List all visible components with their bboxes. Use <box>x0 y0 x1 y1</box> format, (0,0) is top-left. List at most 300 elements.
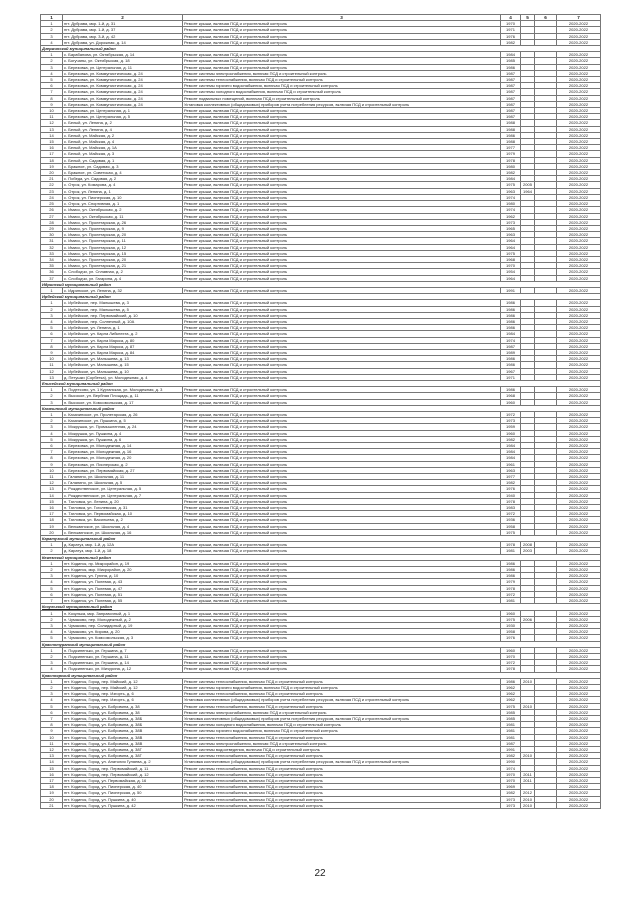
planned-period: 2020-2022 <box>557 424 601 430</box>
planned-period: 2020-2022 <box>557 114 601 120</box>
row-number: 19 <box>41 523 63 529</box>
year-built: 1987 <box>501 740 521 746</box>
work-type: Ремонт крыши, включая ПСД и строительный контроль <box>183 610 501 616</box>
row-number: 13 <box>41 374 63 380</box>
planned-period: 2020-2022 <box>557 598 601 604</box>
row-number: 17 <box>41 511 63 517</box>
address: с. Березовка, ул. Пионерская, д. 2 <box>63 461 183 467</box>
planned-period: 2020-2022 <box>557 796 601 802</box>
year-built: 1981 <box>501 722 521 728</box>
row-number: 4 <box>41 579 63 585</box>
row-number: 1 <box>41 300 63 306</box>
address: с. Рождественское, ул. Центральная, д. 5 <box>63 486 183 492</box>
year-renovated: 2006 <box>521 616 535 622</box>
work-type: Ремонт системы водоотведения, включая ПСД и строительный контроль <box>183 746 501 752</box>
year-built: 1963 <box>501 232 521 238</box>
planned-period: 2020-2022 <box>557 653 601 659</box>
work-type: Ремонт крыши, включая ПСД и строительный контроль <box>183 139 501 145</box>
capital-repair-table <box>40 14 601 809</box>
row-number: 31 <box>41 238 63 244</box>
year-renovated: 2011 <box>521 771 535 777</box>
row-number: 20 <box>41 796 63 802</box>
year-built: 1986 <box>501 312 521 318</box>
address: пгт. Кодинск, Город, ул. Бобровина, д. 38В <box>63 740 183 746</box>
year-built: 1984 <box>501 455 521 461</box>
year-built: 1984 <box>501 443 521 449</box>
planned-period: 2020-2022 <box>557 467 601 473</box>
row-number: 7 <box>41 598 63 604</box>
row-number: 29 <box>41 225 63 231</box>
year-built: 1976 <box>501 486 521 492</box>
planned-period: 2020-2022 <box>557 337 601 343</box>
year-built: 1984 <box>501 176 521 182</box>
work-type: Ремонт крыши, включая ПСД и строительный контроль <box>183 33 501 39</box>
planned-period: 2020-2022 <box>557 356 601 362</box>
planned-period: 2020-2022 <box>557 368 601 374</box>
row-number: 7 <box>41 337 63 343</box>
row-number: 15 <box>41 139 63 145</box>
planned-period: 2020-2022 <box>557 740 601 746</box>
row-number: 14 <box>41 132 63 138</box>
year-built: 1986 <box>501 678 521 684</box>
work-type: Ремонт крыши, включая ПСД и строительный контроль <box>183 666 501 672</box>
address: с. Белый, ул. Майская, д. 3 <box>63 151 183 157</box>
row-number: 10 <box>41 108 63 114</box>
planned-period: 2020-2022 <box>557 132 601 138</box>
year-renovated: 1964 <box>521 188 535 194</box>
planned-period: 2020-2022 <box>557 430 601 436</box>
row-number: 12 <box>41 120 63 126</box>
row-number: 18 <box>41 784 63 790</box>
year-built: 1985 <box>501 58 521 64</box>
year-built: 1974 <box>501 765 521 771</box>
work-type: Ремонт крыши, включая ПСД и строительный контроль <box>183 39 501 45</box>
row-number: 4 <box>41 697 63 703</box>
year-built: 1982 <box>501 39 521 45</box>
row-number: 10 <box>41 467 63 473</box>
address: с. Слободчи, ул. Сплавная, д. 2 <box>63 269 183 275</box>
work-type: Ремонт крыши, включая ПСД и строительный контроль <box>183 486 501 492</box>
work-type: Ремонт крыши, включая ПСД и строительный контроль <box>183 560 501 566</box>
year-built: 1973 <box>501 796 521 802</box>
row-number: 2 <box>41 58 63 64</box>
year-built: 1965 <box>501 225 521 231</box>
address: пгт. Дубрава, мкр. 1-й, д. 37 <box>63 27 183 33</box>
header-col-6: 6 <box>535 15 557 21</box>
work-type: Ремонт крыши, включая ПСД и строительный контроль <box>183 399 501 405</box>
row-number: 26 <box>41 207 63 213</box>
row-number: 6 <box>41 83 63 89</box>
work-type: Ремонт крыши, включая ПСД и строительный контроль <box>183 430 501 436</box>
address: пгт. Кодинск, Город, ул. Бобровина, д. 38В <box>63 734 183 740</box>
year-renovated: 2010 <box>521 796 535 802</box>
planned-period: 2020-2022 <box>557 443 601 449</box>
row-number: 8 <box>41 455 63 461</box>
section-title: Каратузский муниципальный район <box>41 536 601 542</box>
address: с. Бражное, ул. Садовая, д. 3 <box>63 163 183 169</box>
planned-period: 2020-2022 <box>557 145 601 151</box>
planned-period: 2020-2022 <box>557 591 601 597</box>
section-title: Идринский муниципальный район <box>41 281 601 287</box>
row-number: 9 <box>41 461 63 467</box>
row-number: 21 <box>41 176 63 182</box>
row-number: 6 <box>41 331 63 337</box>
year-built: 1985 <box>501 709 521 715</box>
row-number: 8 <box>41 343 63 349</box>
address: п. Подсиненько, ул. Мичурина, д. 12 <box>63 666 183 672</box>
planned-period: 2020-2022 <box>557 511 601 517</box>
address: с. Ирбейское, ул. Карла Маркса, д. 84 <box>63 349 183 355</box>
work-type: Ремонт системы теплоснабжения, включая ПСД и строительный контроль <box>183 777 501 783</box>
planned-period: 2020-2022 <box>557 474 601 480</box>
address: пгт. Кодинск, Город, ул. Бобровина, д. 38Г <box>63 746 183 752</box>
year-built: 1987 <box>501 77 521 83</box>
planned-period: 2020-2022 <box>557 263 601 269</box>
year-built: 1987 <box>501 101 521 107</box>
work-type: Ремонт крыши, включая ПСД и строительный контроль <box>183 629 501 635</box>
planned-period: 2020-2022 <box>557 765 601 771</box>
work-type: Ремонт крыши, включая ПСД и строительный контроль <box>183 163 501 169</box>
row-number: 1 <box>41 560 63 566</box>
address: пгт. Кодинск, Город, пер. Изгорть, д. 6 <box>63 697 183 703</box>
year-built: 1981 <box>501 734 521 740</box>
work-type: Ремонт крыши, включая ПСД и строительный контроль <box>183 436 501 442</box>
work-type: Ремонт крыши, включая ПСД и строительный контроль <box>183 660 501 666</box>
row-number: 9 <box>41 349 63 355</box>
year-built: 1972 <box>501 591 521 597</box>
year-built: 1972 <box>501 511 521 517</box>
work-type: Установка коллективных (общедомовых) приборов учета потребления ресурсов, включая ПСД и строительный контроль <box>183 101 501 107</box>
planned-period: 2020-2022 <box>557 387 601 393</box>
work-type: Ремонт крыши, включая ПСД и строительный контроль <box>183 250 501 256</box>
work-type: Ремонт крыши, включая ПСД и строительный контроль <box>183 207 501 213</box>
work-type: Ремонт системы теплоснабжения, включая ПСД и строительный контроль <box>183 790 501 796</box>
row-number: 3 <box>41 312 63 318</box>
row-number: 18 <box>41 517 63 523</box>
planned-period: 2020-2022 <box>557 188 601 194</box>
year-built: 1969 <box>501 784 521 790</box>
work-type: Ремонт системы горячего водоснабжения, включая ПСД и строительный контроль <box>183 684 501 690</box>
work-type: Ремонт крыши, включая ПСД и строительный контроль <box>183 591 501 597</box>
planned-period: 2020-2022 <box>557 436 601 442</box>
work-type: Ремонт крыши, включая ПСД и строительный контроль <box>183 108 501 114</box>
work-type: Ремонт крыши, включая ПСД и строительный контроль <box>183 58 501 64</box>
row-number: 24 <box>41 194 63 200</box>
planned-period: 2020-2022 <box>557 722 601 728</box>
row-number: 5 <box>41 325 63 331</box>
planned-period: 2020-2022 <box>557 771 601 777</box>
planned-period: 2020-2022 <box>557 486 601 492</box>
address: с. Белый, ул. Садовая, д. 1 <box>63 157 183 163</box>
row-number: 2 <box>41 393 63 399</box>
row-number: 11 <box>41 474 63 480</box>
row-number: 35 <box>41 263 63 269</box>
planned-period: 2020-2022 <box>557 120 601 126</box>
address: с. Ирбейское, ул. Малышева, д. 10 <box>63 368 183 374</box>
header-col-1: 1 <box>41 15 63 21</box>
address: пгт. Кодинск, Город, ул. Бобровина, д. 38 <box>63 703 183 709</box>
planned-period: 2020-2022 <box>557 170 601 176</box>
year-built: 1984 <box>501 52 521 58</box>
work-type: Ремонт крыши, включая ПСД и строительный контроль <box>183 622 501 628</box>
year-built: 1980 <box>501 163 521 169</box>
year-built: 1976 <box>501 635 521 641</box>
planned-period: 2020-2022 <box>557 343 601 349</box>
address: с. Березовка, ул. Центральная, д. 1 <box>63 108 183 114</box>
address: п. Подсиненько, ул. Гершина, д. 11 <box>63 653 183 659</box>
year-built: 1962 <box>501 697 521 703</box>
year-built: 1977 <box>501 145 521 151</box>
work-type: Ремонт системы теплоснабжения, включая ПСД и строительный контроль <box>183 753 501 759</box>
row-number: 22 <box>41 182 63 188</box>
planned-period: 2020-2022 <box>557 728 601 734</box>
row-number: 11 <box>41 362 63 368</box>
year-built: 1987 <box>501 95 521 101</box>
address: с. Богучаны, ул. Октябрьская, д. 18 <box>63 58 183 64</box>
work-type: Ремонт крыши, включая ПСД и строительный контроль <box>183 126 501 132</box>
row-number: 13 <box>41 126 63 132</box>
year-built: 1971 <box>501 27 521 33</box>
work-type: Ремонт крыши, включая ПСД и строительный контроль <box>183 647 501 653</box>
address: с. Имисс, ул. Пролетарская, д. 26 <box>63 219 183 225</box>
planned-period: 2020-2022 <box>557 455 601 461</box>
year-built: 1971 <box>501 374 521 380</box>
address: д. Петушки (Сорбетка), ул. Молодежная, д. 4 <box>63 374 183 380</box>
planned-period: 2020-2022 <box>557 492 601 498</box>
row-number: 11 <box>41 740 63 746</box>
address: пгт. Кодинск, Город, пер. Первомайский, д. 12 <box>63 771 183 777</box>
table-body <box>41 21 601 809</box>
address: пгт. Кодинск, ул. Полевая, д. 55 <box>63 598 183 604</box>
planned-period: 2020-2022 <box>557 399 601 405</box>
planned-period: 2020-2022 <box>557 610 601 616</box>
address: с. Белый, ул. Ленина, д. 4 <box>63 126 183 132</box>
year-built: 1986 <box>501 573 521 579</box>
work-type: Установка коллективных (общедомовых) приборов учета потребления ресурсов, включая ПСД и строительный контроль <box>183 759 501 765</box>
planned-period: 2020-2022 <box>557 647 601 653</box>
year-built: 1960 <box>501 610 521 616</box>
year-built: 1936 <box>501 517 521 523</box>
row-number: 28 <box>41 219 63 225</box>
work-type: Ремонт системы теплоснабжения, включая ПСД и строительный контроль <box>183 77 501 83</box>
work-type: Ремонт крыши, включая ПСД и строительный контроль <box>183 21 501 27</box>
work-type: Ремонт крыши, включая ПСД и строительный контроль <box>183 542 501 548</box>
address: пгт. Кодинск, Город, ул. Бобровина, д. 38 <box>63 709 183 715</box>
planned-period: 2020-2022 <box>557 225 601 231</box>
row-number: 12 <box>41 746 63 752</box>
year-built: 1987 <box>501 83 521 89</box>
work-type: Ремонт крыши, включая ПСД и строительный контроль <box>183 145 501 151</box>
work-type: Ремонт крыши, включая ПСД и строительный контроль <box>183 474 501 480</box>
work-type: Ремонт крыши, включая ПСД и строительный контроль <box>183 132 501 138</box>
planned-period: 2020-2022 <box>557 709 601 715</box>
year-built: 1960 <box>501 647 521 653</box>
section-title: Козульский муниципальный район <box>41 604 601 610</box>
year-renovated: 2008 <box>521 542 535 548</box>
address: с. Мокрушка, ул. Промышленная, д. 24 <box>63 424 183 430</box>
year-built: 1986 <box>501 64 521 70</box>
address: пгт. Кодинск, Город, пер. Майский, д. 12 <box>63 684 183 690</box>
work-type: Ремонт системы теплоснабжения, включая ПСД и строительный контроль <box>183 734 501 740</box>
address: с. Рождественское, ул. Центральная, д. 7 <box>63 492 183 498</box>
work-type: Ремонт системы горячего водоснабжения, включая ПСД и строительный контроль <box>183 83 501 89</box>
year-built: 1972 <box>501 660 521 666</box>
year-built: 1987 <box>501 343 521 349</box>
address: пгт. Кодинск, Город, ул. Бобровина, д. 38Б <box>63 722 183 728</box>
year-built: 1960 <box>501 430 521 436</box>
row-number: 16 <box>41 145 63 151</box>
work-type: Ремонт подвальных помещений, включая ПСД и строительный контроль <box>183 95 501 101</box>
address: с. Отрок, ул. Спортивная, д. 1 <box>63 201 183 207</box>
address: с. Березовка, ул. Коммунистическая, д. 24 <box>63 83 183 89</box>
work-type: Ремонт крыши, включая ПСД и строительный контроль <box>183 219 501 225</box>
address: с. Имисс, ул. Октябрьская, д. 2 <box>63 207 183 213</box>
year-built: 1983 <box>501 505 521 511</box>
planned-period: 2020-2022 <box>557 275 601 281</box>
year-built: 1970 <box>501 777 521 783</box>
work-type: Ремонт крыши, включая ПСД и строительный контроль <box>183 517 501 523</box>
row-number: 8 <box>41 722 63 728</box>
year-renovated: 2005 <box>521 182 535 188</box>
year-built: 1981 <box>501 728 521 734</box>
row-number: 1 <box>41 678 63 684</box>
year-built: 1970 <box>501 21 521 27</box>
row-number: 15 <box>41 765 63 771</box>
address: с. Галанино, ул. Школьная, д. 5 <box>63 480 183 486</box>
row-number: 27 <box>41 213 63 219</box>
planned-period: 2020-2022 <box>557 27 601 33</box>
work-type: Ремонт системы теплоснабжения, включая ПСД и строительный контроль <box>183 784 501 790</box>
year-built: 1984 <box>501 331 521 337</box>
row-number: 10 <box>41 356 63 362</box>
year-built: 1962 <box>501 691 521 697</box>
planned-period: 2020-2022 <box>557 412 601 418</box>
work-type: Ремонт крыши, включая ПСД и строительный контроль <box>183 300 501 306</box>
work-type: Ремонт крыши, включая ПСД и строительный контроль <box>183 653 501 659</box>
row-number: 30 <box>41 232 63 238</box>
planned-period: 2020-2022 <box>557 201 601 207</box>
year-built: 1968 <box>501 256 521 262</box>
address: с. Березовка, ул. Молодежная, д. 20 <box>63 455 183 461</box>
address: пгт. Кодинск, Город, пер. Первомайский, д. 11 <box>63 765 183 771</box>
address: с. Имисс, ул. Пролетарская, д. 11 <box>63 238 183 244</box>
address: с. Имисс, ул. Пролетарская, д. 15 <box>63 250 183 256</box>
row-number: 1 <box>41 21 63 27</box>
work-type: Ремонт крыши, включая ПСД и строительный контроль <box>183 337 501 343</box>
work-type: Ремонт крыши, включая ПСД и строительный контроль <box>183 176 501 182</box>
planned-period: 2020-2022 <box>557 139 601 145</box>
year-built: 1981 <box>501 598 521 604</box>
work-type: Ремонт крыши, включая ПСД и строительный контроль <box>183 585 501 591</box>
work-type: Ремонт крыши, включая ПСД и строительный контроль <box>183 498 501 504</box>
year-built: 1987 <box>501 108 521 114</box>
planned-period: 2020-2022 <box>557 684 601 690</box>
work-type: Ремонт крыши, включая ПСД и строительный контроль <box>183 579 501 585</box>
work-type: Ремонт крыши, включая ПСД и строительный контроль <box>183 170 501 176</box>
planned-period: 2020-2022 <box>557 108 601 114</box>
row-number: 1 <box>41 542 63 548</box>
address: с. Белый, ул. Майская, д. 2 <box>63 132 183 138</box>
address: с. Мокрушка, ул. Пушкина, д. 4 <box>63 430 183 436</box>
work-type: Ремонт крыши, включая ПСД и строительный контроль <box>183 548 501 554</box>
row-number: 4 <box>41 318 63 324</box>
work-type: Ремонт крыши, включая ПСД и строительный контроль <box>183 616 501 622</box>
row-number: 12 <box>41 368 63 374</box>
year-built: 1940 <box>501 492 521 498</box>
address: п. Тагловка, ул. Гоголевская, д. 31 <box>63 505 183 511</box>
work-type: Ремонт крыши, включая ПСД и строительный контроль <box>183 269 501 275</box>
year-built: 1963 <box>501 467 521 473</box>
year-built: 1970 <box>501 263 521 269</box>
work-type: Ремонт крыши, включая ПСД и строительный контроль <box>183 225 501 231</box>
row-number: 1 <box>41 412 63 418</box>
address: д. Каратуз, мкр. 1-й, д. 18 <box>63 548 183 554</box>
address: с. Имисс, ул. Октябрьская, д. 11 <box>63 213 183 219</box>
year-built: 1978 <box>501 498 521 504</box>
section-title: Ирбейский муниципальный район <box>41 294 601 300</box>
year-built: 1961 <box>501 461 521 467</box>
planned-period: 2020-2022 <box>557 573 601 579</box>
work-type: Ремонт системы теплоснабжения, включая ПСД и строительный контроль <box>183 691 501 697</box>
header-col-4: 4 <box>501 15 521 21</box>
planned-period: 2020-2022 <box>557 585 601 591</box>
work-type: Ремонт системы теплоснабжения, включая ПСД и строительный контроль <box>183 678 501 684</box>
planned-period: 2020-2022 <box>557 182 601 188</box>
work-type: Ремонт крыши, включая ПСД и строительный контроль <box>183 443 501 449</box>
address: с. Бражное, ул. Советская, д. 4 <box>63 170 183 176</box>
year-built: 1980 <box>501 201 521 207</box>
work-type: Ремонт крыши, включая ПСД и строительный контроль <box>183 157 501 163</box>
address: п. Высокое, ул. Комсомольская, д. 17 <box>63 399 183 405</box>
address: пгт. Кодинск, мкр. Микрорайон, д. 20 <box>63 567 183 573</box>
planned-period: 2020-2022 <box>557 349 601 355</box>
row-number: 16 <box>41 771 63 777</box>
row-number: 2 <box>41 27 63 33</box>
address: п. Подтесово, ул. 1 Курганская, ул. Молодежная, д. 3 <box>63 387 183 393</box>
year-built: 1988 <box>501 139 521 145</box>
address: с. Березовка, ул. Коммунистическая, д. 24 <box>63 89 183 95</box>
planned-period: 2020-2022 <box>557 77 601 83</box>
year-built: 1982 <box>501 436 521 442</box>
planned-period: 2020-2022 <box>557 213 601 219</box>
planned-period: 2020-2022 <box>557 238 601 244</box>
work-type: Ремонт крыши, включая ПСД и строительный контроль <box>183 362 501 368</box>
planned-period: 2020-2022 <box>557 666 601 672</box>
year-built: 1981 <box>501 548 521 554</box>
planned-period: 2020-2022 <box>557 244 601 250</box>
row-number: 23 <box>41 188 63 194</box>
planned-period: 2020-2022 <box>557 579 601 585</box>
planned-period: 2020-2022 <box>557 548 601 554</box>
address: с. Отрок, ул. Пионерская, д. 10 <box>63 194 183 200</box>
address: п. Подсиненько, ул. Гершина, д. 7 <box>63 647 183 653</box>
work-type: Ремонт крыши, включая ПСД и строительный контроль <box>183 114 501 120</box>
row-number: 15 <box>41 498 63 504</box>
row-number: 18 <box>41 157 63 163</box>
planned-period: 2020-2022 <box>557 418 601 424</box>
planned-period: 2020-2022 <box>557 498 601 504</box>
work-type: Ремонт крыши, включая ПСД и строительный контроль <box>183 505 501 511</box>
year-built: 1985 <box>501 715 521 721</box>
work-type: Ремонт крыши, включая ПСД и строительный контроль <box>183 263 501 269</box>
planned-period: 2020-2022 <box>557 151 601 157</box>
row-number: 3 <box>41 399 63 405</box>
work-type: Ремонт крыши, включая ПСД и строительный контроль <box>183 238 501 244</box>
work-type: Ремонт крыши, включая ПСД и строительный контроль <box>183 492 501 498</box>
row-number: 7 <box>41 449 63 455</box>
row-number: 36 <box>41 269 63 275</box>
planned-period: 2020-2022 <box>557 777 601 783</box>
